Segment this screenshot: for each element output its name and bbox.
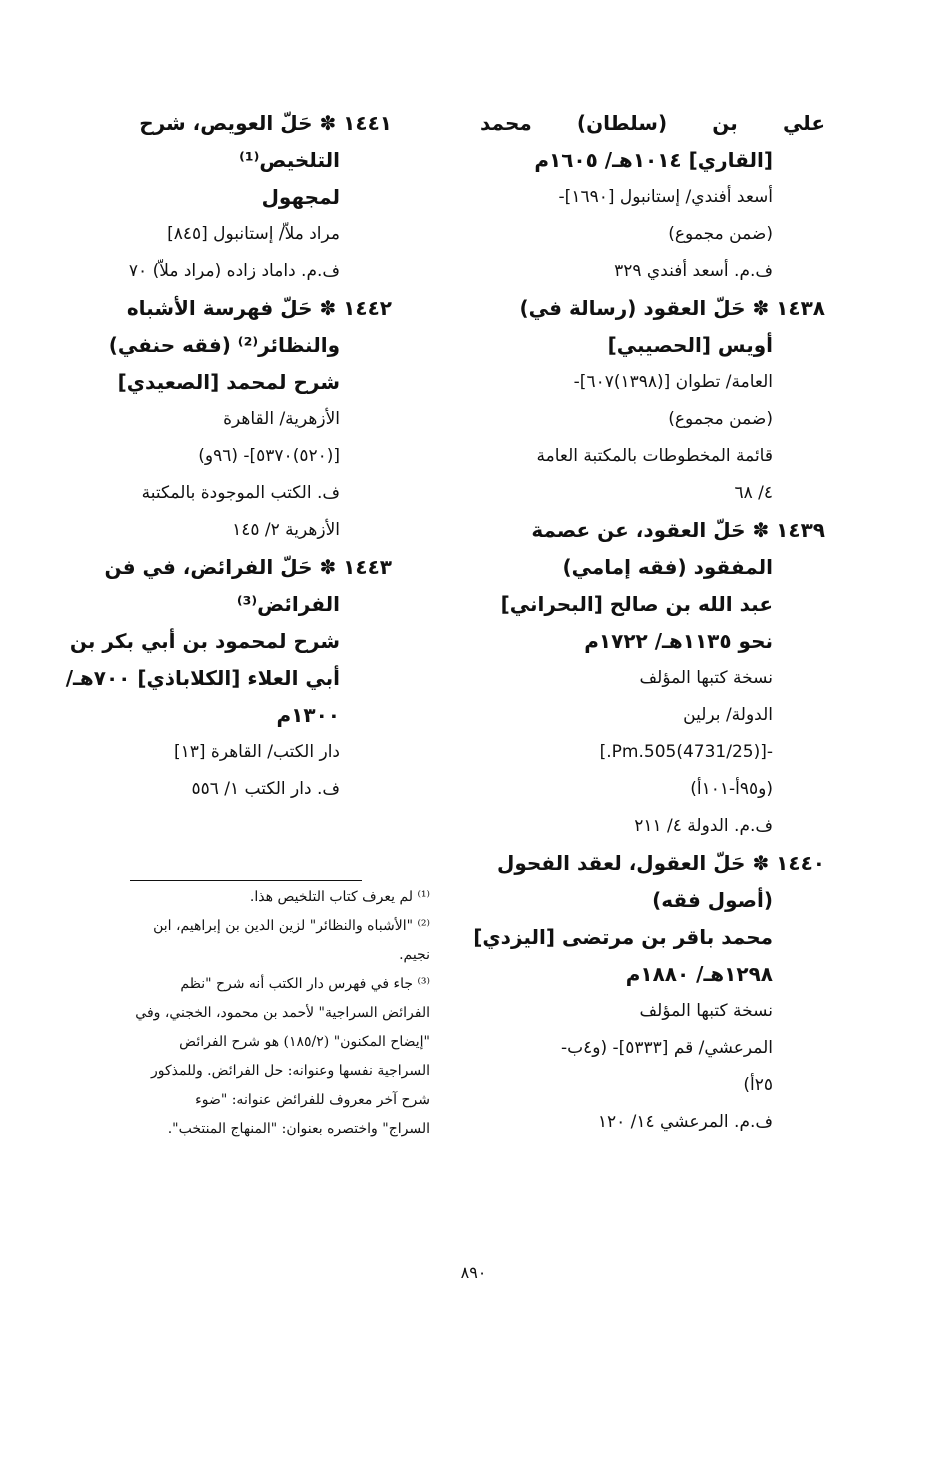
entry-author-dates: ١٢٩٨هـ/ ١٨٨٠م (625, 962, 773, 986)
entry-author-dates: نحو ١١٣٥هـ/ ١٧٢٢م (584, 629, 773, 653)
footnote-3-cont: شرح آخر معروف للفرائض عنوانه: "ضوء (195, 1092, 430, 1108)
manuscript-shelfmark: [(٥٢٠)٥٣٧٠]- (٩٦و) (198, 446, 340, 466)
footnote-2: ⁽²⁾ "الأشباه والنظائر" لزين الدين بن إبراهيم، ابن (153, 918, 430, 934)
footnote-divider (130, 880, 362, 881)
manuscript-location: أسعد أفندي/ إستانبول [١٦٩٠]- (558, 187, 773, 207)
footnote-1: ⁽¹⁾ لم يعرف كتاب التلخيص هذا. (249, 889, 430, 905)
right-column (473, 105, 825, 1141)
catalog-reference: قائمة المخطوطات بالمكتبة العامة (536, 446, 773, 466)
manuscript-folios: (و٩٥أ-١٠١أ) (690, 779, 773, 799)
entry-author-dates: ١٣٠٠م (276, 703, 340, 727)
manuscript-note: (ضمن مجموع) (668, 224, 773, 244)
entry-author-cont: أبي العلاء [الكلاباذي] ٧٠٠هـ/ (65, 666, 340, 690)
entry-author: محمد باقر بن مرتضى [اليزدي] (473, 925, 773, 949)
entry-author-dates: [القاري] ١٠١٤هـ/ ١٦٠٥م (534, 148, 773, 172)
entry-author: علي بن (سلطان) محمد (480, 111, 825, 135)
entry-title-1443: ١٤٤٣ ✽ حَلّ الفرائض، في فن (104, 555, 392, 579)
manuscript-note: نسخة كتبها المؤلف (639, 668, 773, 688)
entry-title-1441: ١٤٤١ ✽ حَلّ العويص، شرح (139, 111, 392, 135)
manuscript-location: الأزهرية/ القاهرة (223, 409, 340, 429)
entry-title-cont: المفقود (فقه إمامي) (562, 555, 773, 579)
manuscript-location: الدولة/ برلين (683, 705, 773, 725)
entry-title-1442: ١٤٤٢ ✽ حَلّ فهرسة الأشباه (126, 296, 392, 320)
footnote-3: ⁽³⁾ جاء في فهرس دار الكتب أنه شرح "نظم (180, 976, 430, 992)
entry-subject: (أصول فقه) (652, 888, 773, 912)
entry-title-1439: ١٤٣٩ ✽ حَلّ العقود، عن عصمة (531, 518, 825, 542)
entry-author: شرح لمحمد [الصعيدي] (117, 370, 340, 394)
manuscript-note: (ضمن مجموع) (668, 409, 773, 429)
entry-title-cont: والنظائر⁽²⁾ (فقه حنفي) (108, 333, 340, 357)
entry-author: شرح لمحمود بن أبي بكر بن (69, 629, 340, 653)
manuscript-folios: ٢٥أ) (743, 1075, 773, 1095)
catalog-reference: ف. دار الكتب ١/ ٥٥٦ (191, 779, 340, 799)
catalog-reference: ف.م. الدولة ٤/ ٢١١ (634, 816, 773, 836)
catalog-reference: ف.م. المرعشي ١٤/ ١٢٠ (597, 1112, 773, 1132)
catalog-reference: ف.م. أسعد أفندي ٣٢٩ (614, 261, 773, 281)
entry-title-1440: ١٤٤٠ ✽ حَلّ العقول، لعقد الفحول (496, 851, 825, 875)
entry-title-cont: التلخيص⁽¹⁾ (239, 148, 340, 172)
footnote-3-cont: السراجية نفسها وعنوانه: حل الفرائض. وللمذكور (150, 1063, 430, 1079)
footnote-2-cont: نجيم. (399, 947, 430, 963)
entry-title-1438: ١٤٣٨ ✽ حَلّ العقود (رسالة في) (519, 296, 825, 320)
manuscript-location: مراد ملاّ/ إستانبول [٨٤٥] (167, 224, 340, 244)
entry-title-cont: الفرائض⁽³⁾ (236, 592, 340, 616)
catalog-reference-cont: ٤/ ٦٨ (734, 483, 773, 503)
manuscript-location: المرعشي/ قم [٥٣٣٣]- (و٤ب- (560, 1038, 773, 1058)
manuscript-location: دار الكتب/ القاهرة [١٣] (173, 742, 340, 762)
left-column (65, 105, 392, 808)
footnote-3-cont: الفرائض السراجية" لأحمد بن محمود، الخجني، وفي (135, 1005, 430, 1021)
entry-author: لمجهول (261, 185, 340, 209)
manuscript-location: العامة/ تطوان [(١٣٩٨)٦٠٧]- (573, 372, 773, 392)
catalog-reference: ف.م. داماد زاده (مراد ملاّ) ٧٠ (128, 261, 340, 281)
manuscript-note: نسخة كتبها المؤلف (639, 1001, 773, 1021)
catalog-reference: ف. الكتب الموجودة بالمكتبة (141, 483, 340, 503)
entry-author: أويس [الحصيبي] (607, 333, 773, 357)
entry-author: عبد الله بن صالح [البحراني] (500, 592, 773, 616)
page-number: ٨٩٠ (460, 1263, 487, 1282)
footnote-3-cont: السراج" واختصره بعنوان: "المنهاج المنتخب". (167, 1121, 430, 1137)
footnotes (100, 883, 430, 1144)
manuscript-shelfmark: -[(4731/25)Pm.505.] (599, 742, 773, 762)
footnote-3-cont: "إيضاح المكنون" (١٨٥/٢) هو شرح الفرائض (179, 1034, 430, 1050)
catalog-reference-cont: الأزهرية ٢/ ١٤٥ (232, 520, 340, 540)
